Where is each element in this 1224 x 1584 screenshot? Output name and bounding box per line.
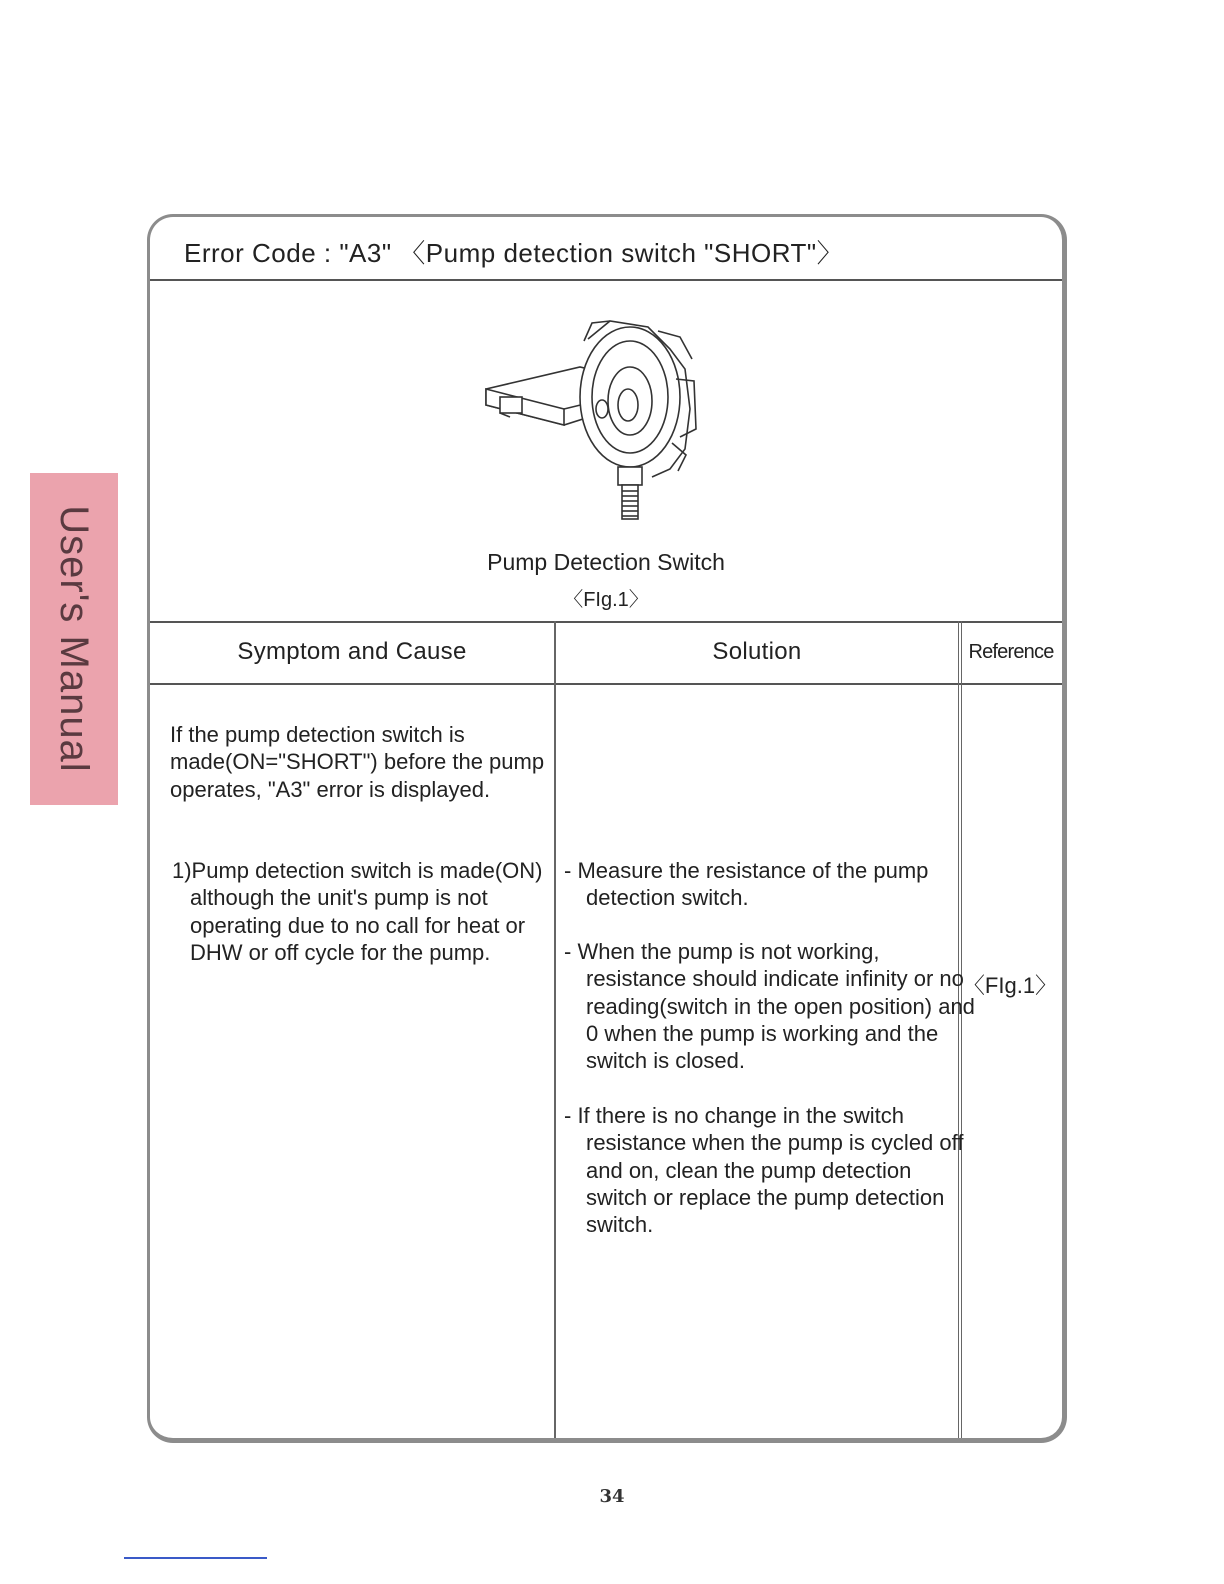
header-symptom-cause: Symptom and Cause [237, 638, 467, 665]
error-code-panel [147, 214, 1067, 1443]
figure-area [150, 281, 1062, 619]
table-header-rule [150, 683, 1062, 685]
header-solution: Solution [712, 638, 802, 665]
figure-label: 〈FIg.1〉 [563, 589, 649, 611]
pump-detection-switch-illustration [480, 309, 730, 539]
cause-item: 1)Pump detection switch is made(ON) although the unit's pump is not operating due to no call for heat or DHW or off cycle for the pump. [172, 858, 543, 965]
solution-item: - Measure the resistance of the pump detection switch. [564, 858, 929, 911]
side-tab-label: User's Manual [52, 505, 97, 773]
error-code-title: Error Code : "A3" 〈Pump detection switch "SHORT"〉 [184, 238, 844, 268]
solution-item: - When the pump is not working, resistance should indicate infinity or no reading(switch in the open position) and 0 when the pump is working and the switch is closed. [564, 939, 975, 1074]
side-tab [30, 473, 118, 805]
page-number: 34 [599, 1486, 625, 1507]
solution-item: - If there is no change in the switch resistance when the pump is cycled off and on, clean the pump detection switch or replace the pump detection switch. [564, 1103, 964, 1238]
reference-value: 〈FIg.1〉 [962, 973, 1058, 998]
figure-caption: Pump Detection Switch [487, 549, 725, 575]
panel-header [150, 217, 1062, 281]
bottom-rule [124, 1557, 267, 1559]
column-divider [554, 621, 556, 1441]
cause-intro: If the pump detection switch is made(ON="SHORT") before the pump operates, "A3" error is displayed. [170, 722, 545, 802]
header-reference: Reference [968, 640, 1054, 663]
troubleshooting-table [150, 621, 1062, 1441]
